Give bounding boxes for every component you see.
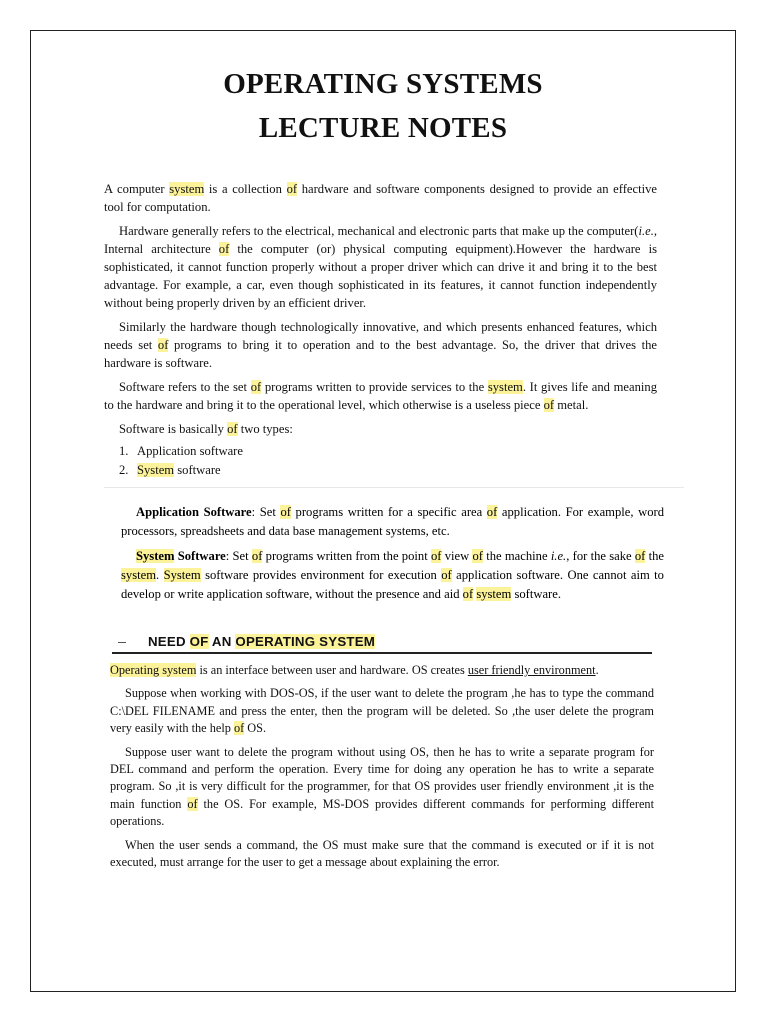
highlight: System (136, 549, 175, 563)
highlight: of (472, 549, 483, 563)
paragraph-computer-system (104, 180, 657, 216)
text: the machine (482, 549, 551, 563)
text: . It gives life and meaning to the hardware and bring it to the operational level, which otherwise is a useless piece (104, 380, 657, 412)
highlight: of (430, 549, 442, 563)
highlight: of (250, 380, 262, 394)
text: view (441, 549, 473, 563)
document-title-line-2: LECTURE NOTES (258, 112, 508, 144)
text: . (155, 568, 164, 582)
paragraph-system-software (121, 547, 664, 604)
text: for the sake (569, 549, 635, 563)
text: the computer (or) physical computing equipment).However the hardware is sophisticated, it cannot function properly without a proper driver which can drive it and bring it to the best advantage. For example, a car, even though sophisticated in its features, it cannot function independently without being properly driven by an efficient driver. (104, 242, 657, 310)
highlight: of (157, 338, 169, 352)
text: Suppose user want to delete the program without using OS, then he has to write a separate program for DEL command and perform the operation. Every time for doing any operation he has to write a separate program. So ,it is very difficult for the programmer, for that OS provides user friendly environment ,it is the main function (110, 744, 654, 811)
list-number: 2. (119, 463, 129, 477)
highlight: of (280, 505, 291, 519)
section-heading-need-os (118, 634, 652, 649)
highlight: of (441, 568, 452, 582)
term: Application Software (136, 505, 252, 519)
text: programs written to provide services to the (261, 380, 488, 394)
software-types-list (104, 442, 657, 480)
scan-divider (104, 487, 684, 488)
highlight: of (251, 549, 263, 563)
paragraph-two-types (104, 420, 657, 438)
text: i.e., (638, 224, 657, 238)
underlined-text: user friendly environment (467, 663, 596, 677)
text: Software refers to the set (119, 380, 251, 394)
text: hardware and software components designed to provide an effective tool for computation. (104, 182, 657, 214)
text: Hardware generally refers to the electrical, mechanical and electronic parts that make up the computer( (119, 224, 639, 238)
highlight: of (227, 422, 238, 436)
highlight: of (634, 549, 646, 563)
highlight: system (476, 587, 512, 601)
text: : Set (251, 505, 281, 519)
heading-text: NEED (148, 634, 190, 649)
need-os-section (110, 662, 654, 871)
highlight: of (286, 182, 298, 196)
document-title-line-1: OPERATING SYSTEMS (223, 68, 543, 100)
heading-rule (112, 652, 652, 654)
highlight: System (163, 568, 201, 582)
text: OS. (244, 721, 267, 736)
highlight: of (233, 721, 245, 736)
text: software provides environment for execution (200, 568, 442, 582)
text: Suppose when working with DOS-OS, if the user want to delete the program ,he has to type the command C:\DEL FILENAME and press the enter, then the program will be deleted. So ,the user delete the program very easily with the help (110, 686, 654, 736)
text: application. For example, word processors, spreadsheets and data base management systems, etc. (121, 505, 664, 538)
highlight: of (486, 505, 498, 519)
text: . (595, 663, 599, 677)
text: the (645, 549, 665, 563)
software-types-section (121, 503, 664, 604)
text: is a collection (204, 182, 287, 196)
paragraph-operating-system (110, 662, 654, 679)
highlight: system (169, 182, 205, 196)
text: When the user sends a command, the OS must make sure that the command is executed or if it is not executed, must arrange for the user to get a message about explaining the error. (110, 837, 654, 870)
list-text: Application software (137, 444, 243, 458)
paragraph-dos-example (110, 685, 654, 737)
paragraph-similarly (104, 318, 657, 372)
text: two types: (237, 422, 293, 436)
intro-section (104, 180, 657, 480)
text: Internal architecture (104, 242, 219, 256)
list-item (104, 461, 657, 480)
paragraph-user-command (110, 837, 654, 872)
list-item (104, 442, 657, 461)
highlight: of (187, 796, 198, 811)
highlight: System (137, 463, 175, 477)
list-number: 1. (119, 444, 129, 458)
text: : Set (225, 549, 252, 563)
paragraph-software (104, 378, 657, 414)
paragraph-application-software (121, 503, 664, 541)
highlight: of (543, 398, 555, 412)
text: metal. (554, 398, 589, 412)
highlight: OF (189, 634, 209, 649)
heading-text: AN (208, 634, 236, 649)
text: the OS. For example, MS-DOS provides different commands for performing different operations. (110, 796, 654, 829)
text: i.e., (550, 549, 570, 563)
text: software. (511, 587, 561, 601)
highlight: OPERATING SYSTEM (235, 634, 376, 649)
highlight: of (462, 587, 474, 601)
text: is an interface between user and hardware. OS creates (196, 663, 468, 677)
term: Software (174, 549, 226, 563)
highlight: system (487, 380, 523, 394)
paragraph-hardware (104, 222, 657, 312)
text: programs written from the point (262, 549, 431, 563)
text: A computer (104, 182, 170, 196)
text: Similarly the hardware though technologically innovative, and which presents enhanced features, which needs set (104, 320, 657, 352)
text: Software is basically (119, 422, 228, 436)
list-text: software (174, 463, 221, 477)
highlight: Operating system (110, 663, 197, 677)
highlight: of (218, 242, 230, 256)
text: application software. One cannot aim to develop or write application software, without the presence and aid (121, 568, 664, 601)
text: programs to bring it to operation and to the best advantage. So, the driver that drives the hardware is software. (104, 338, 657, 370)
paragraph-without-os (110, 744, 654, 831)
text: programs written for a specific area (290, 505, 487, 519)
highlight: system (121, 568, 156, 582)
